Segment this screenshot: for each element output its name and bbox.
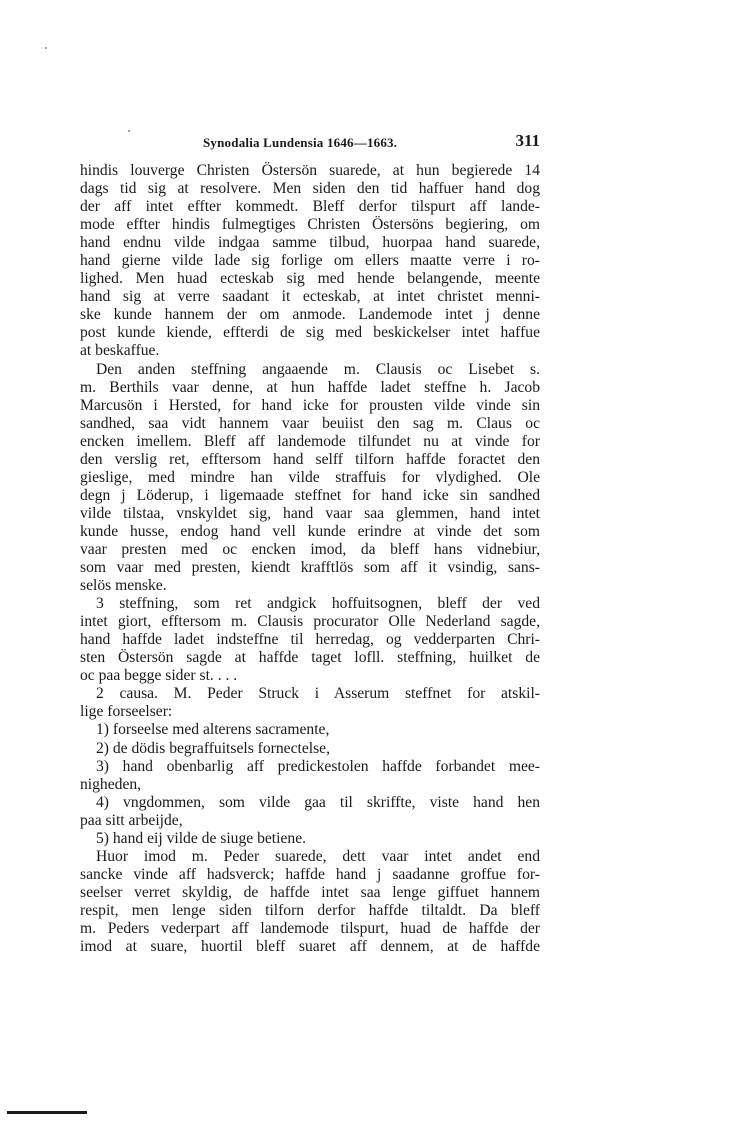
scan-speck: [45, 47, 47, 49]
text-line: den verslig ret, efftersom hand selff tilforn haffde foractet den: [80, 450, 540, 468]
text-line: ske kunde hannem der om anmode. Landemode intet j denne: [80, 306, 540, 324]
text-line: post kunde kiende, effterdi de sig med beskickelser intet haffue: [80, 324, 540, 342]
text-line: som vaar med presten, kiendt krafftlös som aff it vsindig, sans-: [80, 559, 540, 577]
text-line: vaar presten med oc encken imod, da bleff hans vidnebiur,: [80, 540, 540, 558]
text-line: hand endnu vilde indgaa samme tilbud, huorpaa hand suarede,: [80, 234, 540, 252]
text-line: der aff intet effter kommedt. Bleff derfor tilspurt aff lande-: [80, 198, 540, 216]
text-line: 2) de dödis begraffuitsels fornectelse,: [96, 739, 330, 757]
text-line: dags tid sig at resolvere. Men siden den tid haffuer hand dog: [80, 180, 540, 198]
text-line: 2 causa. M. Peder Struck i Asserum steffnet for atskil-: [96, 685, 540, 703]
text-line: hand sig at verre saadant it ecteskab, at intet christet menni-: [80, 288, 540, 306]
text-line: seelser verret skyldig, de haffde intet saa lenge giffuet hannem: [80, 883, 540, 901]
text-line: hand gierne vilde lade sig forlige om ellers maatte verre i ro-: [80, 252, 540, 270]
text-line: encken imellem. Bleff aff landemode tilfundet nu at vinde for: [80, 432, 540, 450]
text-line: imod at suare, huortil bleff suaret aff dennem, at de haffde: [80, 938, 540, 956]
text-line: degn j Löderup, i ligemaade steffnet for hand icke sin sandhed: [80, 486, 540, 504]
footer-rule: [7, 1111, 87, 1114]
text-line: mode effter hindis fulmegtiges Christen Östersöns begiering, om: [80, 216, 540, 234]
text-line: gieslige, med mindre han vilde straffuis for vlydighed. Ole: [80, 468, 540, 486]
text-line: m. Berthils vaar denne, at hun haffde ladet steffne h. Jacob: [80, 378, 540, 396]
text-line: Marcusön i Hersted, for hand icke for prousten vilde vinde sin: [80, 396, 540, 414]
text-line: hindis louverge Christen Östersön suarede, at hun begierede 14: [80, 162, 540, 179]
page-header: [80, 131, 540, 155]
text-line: sandhed, saa vidt hannem vaar beuiist den sag m. Claus oc: [80, 414, 540, 432]
text-line: 4) vngdommen, som vilde gaa til skriffte, viste hand hen: [96, 793, 540, 811]
text-line: 3) hand obenbarlig aff predickestolen haffde forbandet mee-: [96, 757, 540, 775]
text-line: selös menske.: [80, 577, 167, 595]
text-line: respit, men lenge siden tilforn derfor haffde tiltaldt. Da bleff: [80, 901, 540, 919]
text-line: intet giort, efftersom m. Clausis procurator Olle Nederland sagde,: [80, 613, 540, 631]
text-line: lige forseelser:: [80, 703, 173, 721]
text-line: paa sitt arbeijde,: [80, 811, 183, 829]
page-number: 311: [515, 131, 540, 150]
text-line: at beskaffue.: [80, 342, 160, 360]
text-line: 5) hand eij vilde de siuge betiene.: [96, 829, 307, 847]
text-line: kunde husse, endog hand vell kunde erindre at vinde det som: [80, 522, 540, 540]
text-line: m. Peders vederpart aff landemode tilspurt, huad de haffde der: [80, 919, 540, 937]
text-line: lighed. Men huad ecteskab sig med hende belangende, meente: [80, 270, 540, 288]
text-line: sancke vinde aff hadsverck; haffde hand j saadanne groffue for-: [80, 865, 540, 883]
text-line: vilde tilstaa, vnskyldet sig, hand vaar saa glemmen, hand intet: [80, 504, 540, 522]
running-title: Synodalia Lundensia 1646—1663.: [203, 135, 398, 150]
text-line: Den anden steffning angaaende m. Clausis oc Lisebet s.: [96, 360, 540, 378]
text-line: oc paa begge sider st. . . .: [80, 667, 238, 685]
text-line: 1) forseelse med alterens sacramente,: [96, 721, 330, 739]
text-line: nigheden,: [80, 775, 142, 793]
text-line: hand haffde ladet indsteffne til herredag, og vedderparten Chri-: [80, 631, 540, 649]
text-line: Huor imod m. Peder suarede, dett vaar intet andet end: [96, 847, 540, 865]
text-line: 3 steffning, som ret andgick hoffuitsognen, bleff der ved: [96, 595, 540, 613]
text-line: sten Östersön sagde at haffde taget lofll. steffning, huilket de: [80, 649, 540, 667]
body-text: [80, 162, 540, 956]
scan-speck: [128, 130, 130, 132]
